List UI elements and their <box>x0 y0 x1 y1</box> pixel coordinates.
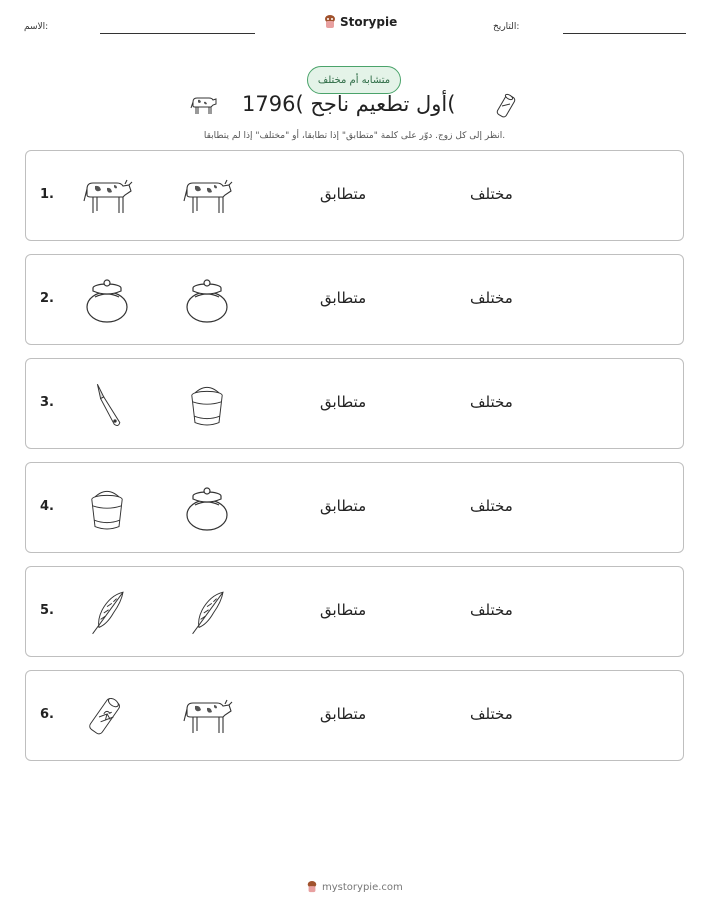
same-option[interactable]: متطابق <box>320 185 367 203</box>
question-number: 4. <box>40 499 54 514</box>
question-row <box>25 254 684 345</box>
question-row <box>25 670 684 761</box>
different-option[interactable]: مختلف <box>470 601 513 619</box>
bucket-icon <box>81 485 133 533</box>
feather-icon <box>181 589 233 637</box>
question-number: 2. <box>40 291 54 306</box>
question-row <box>25 150 684 241</box>
instructions: انظر إلى كل زوج. دوّر على كلمة "متطابق" إذا تطابقا، أو "مختلف" إذا لم يتطابقا. <box>203 131 506 141</box>
topic-badge: متشابه أم مختلف <box>307 66 401 94</box>
question-number: 5. <box>40 603 54 618</box>
question-number: 3. <box>40 395 54 410</box>
different-option[interactable]: مختلف <box>470 289 513 307</box>
worksheet-title: أول تطعيم ناجح )1796( <box>242 92 456 116</box>
jar-icon <box>181 485 233 533</box>
same-option[interactable]: متطابق <box>320 601 367 619</box>
cow-icon <box>189 94 219 118</box>
name-line[interactable] <box>100 33 255 34</box>
question-number: 6. <box>40 707 54 722</box>
question-row <box>25 462 684 553</box>
question-row <box>25 358 684 449</box>
question-row <box>25 566 684 657</box>
title-row <box>0 92 709 124</box>
same-option[interactable]: متطابق <box>320 705 367 723</box>
scroll-icon <box>81 693 133 741</box>
feather-icon <box>81 589 133 637</box>
different-option[interactable]: مختلف <box>470 393 513 411</box>
same-option[interactable]: متطابق <box>320 289 367 307</box>
scroll-icon <box>494 92 518 122</box>
jar-icon <box>181 277 233 325</box>
brand-logo <box>323 14 397 30</box>
lancet-icon <box>81 381 133 429</box>
different-option[interactable]: مختلف <box>470 705 513 723</box>
storypie-mascot-icon <box>306 880 318 894</box>
date-label: التاريخ: <box>493 22 520 32</box>
footer-url[interactable]: mystorypie.com <box>322 881 403 893</box>
cow-icon <box>181 693 233 741</box>
brand-name: Storypie <box>340 15 398 29</box>
storypie-mascot-icon <box>323 14 337 30</box>
different-option[interactable]: مختلف <box>470 497 513 515</box>
jar-icon <box>81 277 133 325</box>
question-number: 1. <box>40 187 54 202</box>
name-label: الاسم: <box>24 22 49 32</box>
same-option[interactable]: متطابق <box>320 497 367 515</box>
cow-icon <box>81 173 133 221</box>
bucket-icon <box>181 381 233 429</box>
date-line[interactable] <box>563 33 686 34</box>
footer <box>306 880 403 894</box>
cow-icon <box>181 173 233 221</box>
different-option[interactable]: مختلف <box>470 185 513 203</box>
same-option[interactable]: متطابق <box>320 393 367 411</box>
